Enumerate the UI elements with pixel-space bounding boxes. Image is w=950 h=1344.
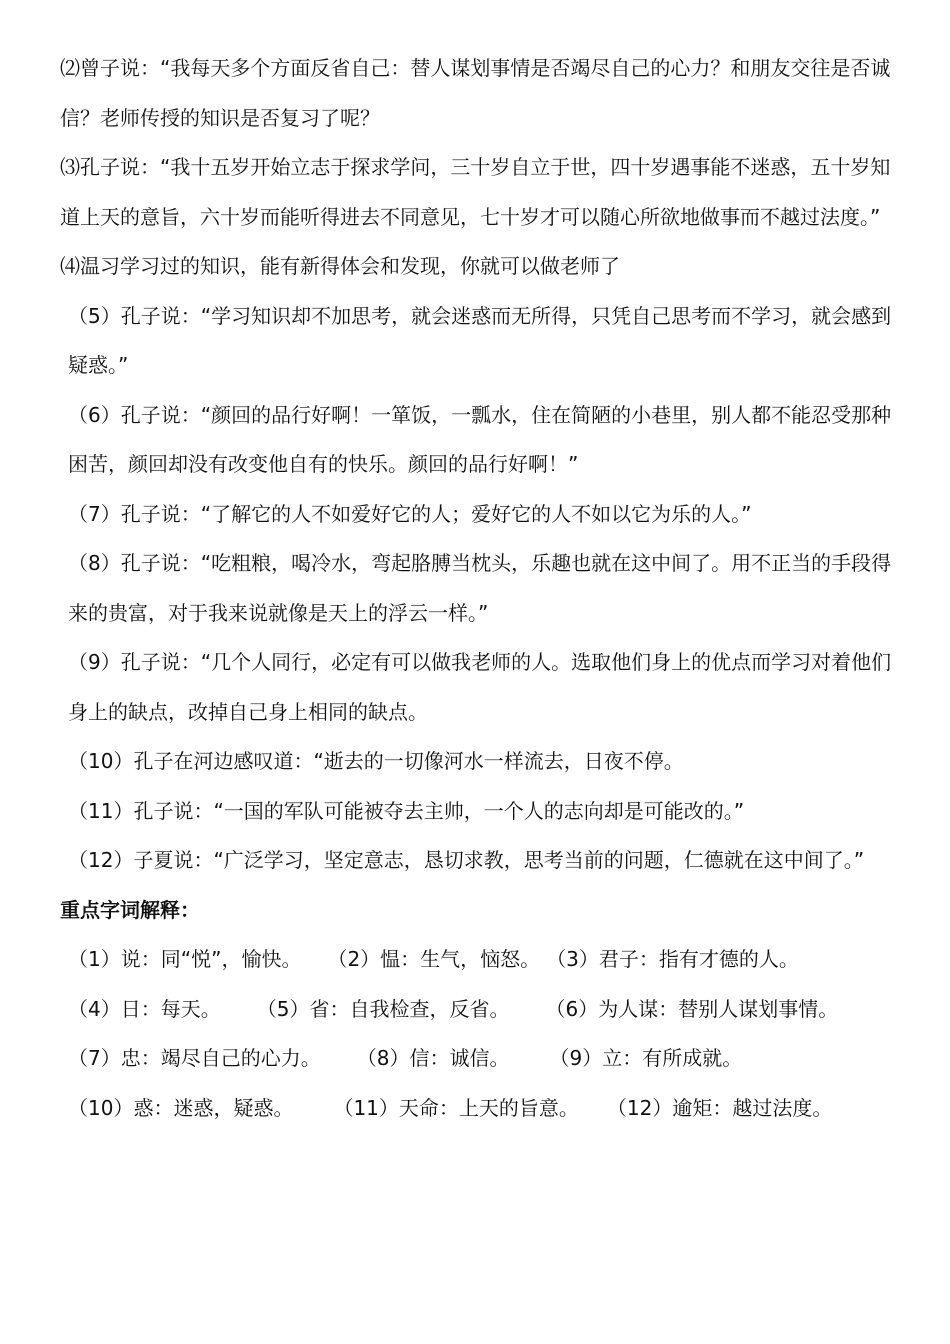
glossary-item-10: （10）惑：迷惑，疑惑。 [68, 1095, 294, 1120]
translation-paragraph-2: ⑵曾子说：“我每天多个方面反省自己：替人谋划事情是否竭尽自己的心力？和朋友交往是否诚信？老师传授的知识是否复习了呢？ [60, 56, 891, 130]
glossary-heading: 重点字词解释： [60, 897, 200, 922]
translation-paragraph-4: ⑷温习学习过的知识，能有新得体会和发现，你就可以做老师了 [60, 254, 620, 278]
glossary-item-5: （5）省：自我检查，反省。 [256, 996, 510, 1021]
glossary-item-3: （3）君子：指有才德的人。 [546, 947, 799, 971]
translation-paragraph-8: （8）孔子说：“吃粗粮，喝冷水，弯起胳膊当枕头，乐趣也就在这中间了。用不正当的手段得来的贵富，对于我来说就像是天上的浮云一样。” [68, 551, 892, 625]
glossary-row-3 [60, 1034, 900, 1084]
translation-paragraph-6: （6）孔子说：“颜回的品行好啊！一箪饭，一瓢水，住在简陋的小巷里，别人都不能忍受那种困苦，颜回却没有改变他自有的快乐。颜回的品行好啊！” [68, 402, 892, 476]
translation-paragraph-9: （9）孔子说：“几个人同行，必定有可以做我老师的人。选取他们身上的优点而学习对着他们身上的缺点，改掉自己身上相同的缺点。 [68, 650, 892, 724]
document-page [60, 44, 900, 1133]
glossary-item-6: （6）为人谋：替别人谋划事情。 [545, 996, 839, 1021]
glossary-item-9: （9）立：有所成就。 [549, 1046, 743, 1070]
translation-paragraph-12: （12）子夏说：“广泛学习，坚定意志，恳切求教，思考当前的问题，仁德就在这中间了。” [68, 848, 865, 872]
translation-paragraph-10: （10）孔子在河边感叹道：“逝去的一切像河水一样流去，日夜不停。 [68, 749, 684, 773]
glossary-item-11: （11）天命：上天的旨意。 [333, 1095, 579, 1120]
glossary-row-2 [60, 985, 900, 1035]
glossary-item-8: （8）信：诚信。 [356, 1046, 510, 1070]
translation-paragraph-11: （11）孔子说：“一国的军队可能被夺去主帅，一个人的志向却是可能改的。” [68, 798, 745, 823]
glossary-item-7: （7）忠：竭尽自己的心力。 [68, 1046, 321, 1070]
glossary-item-4: （4）日：每天。 [68, 996, 221, 1021]
translation-paragraph-5: （5）孔子说：“学习知识却不加思考，就会迷惑而无所得，只凭自己思考而不学习，就会感到疑惑。” [68, 303, 892, 377]
glossary-item-2: （2）愠：生气，恼怒。 [327, 947, 541, 971]
glossary-item-1: （1）说：同“悦”，愉快。 [68, 947, 302, 971]
translation-paragraph-3: ⑶孔子说：“我十五岁开始立志于探求学问，三十岁自立于世，四十岁遇事能不迷惑，五十岁知道上天的意旨，六十岁而能听得进去不同意见，七十岁才可以随心所欲地做事而不越过法度。” [60, 155, 891, 229]
glossary-row-1 [60, 935, 900, 985]
translation-paragraph-7: （7）孔子说：“了解它的人不如爱好它的人；爱好它的人不如以它为乐的人。” [68, 501, 752, 526]
glossary-row-4 [60, 1084, 900, 1134]
glossary-item-12: （12）逾矩：越过法度。 [606, 1095, 833, 1120]
